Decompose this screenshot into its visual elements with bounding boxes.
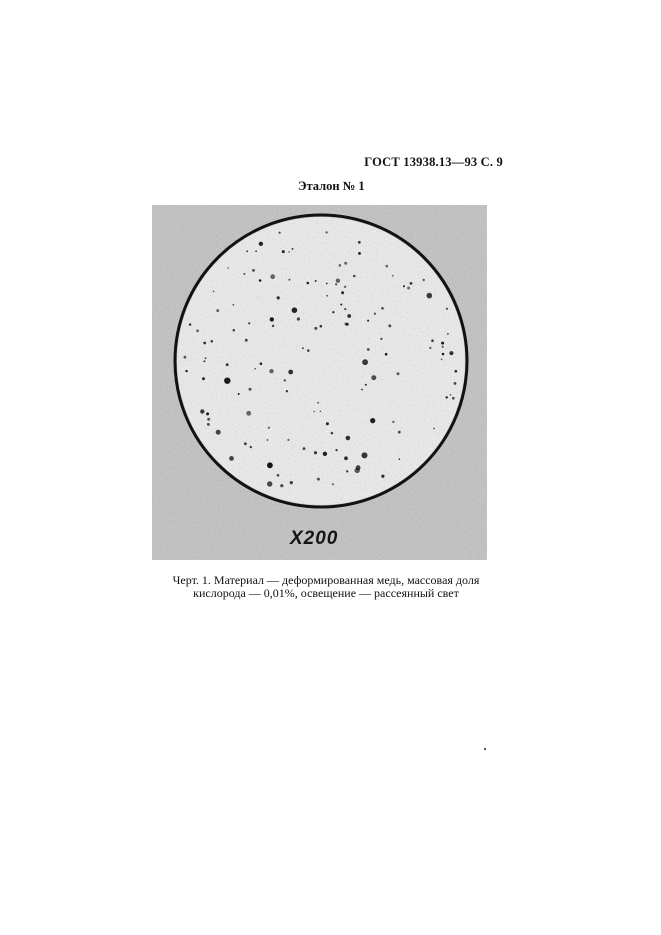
inclusion-dot: [227, 267, 229, 269]
inclusion-dot: [320, 325, 323, 328]
inclusion-dot: [398, 431, 401, 434]
inclusion-dot: [288, 370, 293, 375]
inclusion-dot: [288, 251, 290, 253]
inclusion-dot: [238, 393, 240, 395]
inclusion-dot: [344, 308, 346, 310]
inclusion-dot: [326, 283, 328, 285]
inclusion-dot: [347, 314, 351, 318]
inclusion-dot: [216, 309, 219, 312]
inclusion-dot: [441, 342, 444, 345]
inclusion-dot: [367, 348, 370, 351]
inclusion-dot: [332, 311, 334, 313]
inclusion-dot: [380, 338, 382, 340]
inclusion-dot: [370, 418, 375, 423]
scan-speck: [484, 748, 486, 750]
inclusion-dot: [358, 252, 361, 255]
plate-title: Эталон № 1: [298, 179, 365, 193]
inclusion-dot: [277, 474, 280, 477]
inclusion-dot: [280, 484, 283, 487]
inclusion-dot: [184, 356, 187, 359]
caption-line-1: Черт. 1. Материал — деформированная медь, массовая доля: [172, 573, 480, 587]
inclusion-dot: [367, 320, 369, 322]
inclusion-dot: [279, 232, 281, 234]
inclusion-dot: [455, 370, 458, 373]
inclusion-dot: [250, 446, 252, 448]
inclusion-dot: [346, 470, 348, 472]
inclusion-dot: [290, 481, 293, 484]
inclusion-dot: [259, 279, 262, 282]
inclusion-dot: [245, 339, 248, 342]
inclusion-dot: [259, 242, 263, 246]
inclusion-dot: [268, 427, 270, 429]
inclusion-dot: [292, 248, 294, 250]
inclusion-dot: [255, 250, 257, 252]
inclusion-dot: [325, 231, 327, 233]
inclusion-dot: [355, 468, 360, 473]
inclusion-dot: [336, 279, 340, 283]
inclusion-dot: [410, 282, 413, 285]
inclusion-dot: [249, 388, 252, 391]
inclusion-dot: [353, 275, 356, 278]
inclusion-dot: [341, 291, 344, 294]
inclusion-dot: [205, 357, 207, 359]
inclusion-dot: [252, 269, 255, 272]
inclusion-dot: [317, 402, 319, 404]
inclusion-dot: [450, 394, 452, 396]
inclusion-dot: [243, 273, 245, 275]
inclusion-dot: [447, 333, 449, 335]
inclusion-dot: [232, 304, 234, 306]
inclusion-dot: [374, 313, 376, 315]
inclusion-dot: [229, 456, 234, 461]
inclusion-dot: [433, 428, 435, 430]
caption-line-2: кислорода — 0,01%, освещение — рассеянный свет: [193, 586, 459, 600]
inclusion-dot: [292, 307, 298, 313]
inclusion-dot: [431, 339, 434, 342]
inclusion-dot: [189, 323, 191, 325]
inclusion-dot: [344, 456, 348, 460]
inclusion-dot: [272, 325, 274, 327]
inclusion-dot: [388, 324, 391, 327]
inclusion-dot: [270, 274, 275, 279]
inclusion-dot: [254, 368, 256, 370]
inclusion-dot: [427, 293, 433, 299]
inclusion-dot: [260, 362, 263, 365]
inclusion-dot: [371, 375, 376, 380]
inclusion-dot: [314, 451, 317, 454]
inclusion-dot: [213, 291, 215, 293]
inclusion-dot: [286, 390, 288, 392]
inclusion-dot: [423, 279, 425, 281]
inclusion-dot: [344, 262, 347, 265]
inclusion-dot: [381, 307, 384, 310]
inclusion-dot: [340, 304, 342, 306]
inclusion-dot: [313, 411, 315, 413]
inclusion-dot: [346, 323, 349, 326]
inclusion-dot: [303, 447, 306, 450]
inclusion-dot: [203, 360, 205, 362]
inclusion-dot: [317, 478, 320, 481]
inclusion-dot: [331, 432, 334, 435]
inclusion-dot: [346, 436, 351, 441]
inclusion-dot: [381, 475, 384, 478]
inclusion-dot: [267, 439, 269, 441]
inclusion-dot: [246, 250, 248, 252]
inclusion-dot: [267, 462, 273, 468]
figure-caption: [166, 574, 486, 600]
inclusion-dot: [386, 265, 389, 268]
inclusion-dot: [196, 329, 199, 332]
inclusion-dot: [284, 379, 286, 381]
inclusion-dot: [206, 412, 209, 415]
inclusion-dot: [302, 347, 304, 349]
inclusion-dot: [365, 384, 367, 386]
document-reference: ГОСТ 13938.13—93 С. 9: [364, 155, 503, 169]
inclusion-dot: [344, 286, 346, 288]
inclusion-dot: [362, 359, 368, 365]
inclusion-dot: [403, 285, 405, 287]
inclusion-dot: [442, 346, 444, 348]
inclusion-dot: [397, 372, 400, 375]
inclusion-dot: [362, 452, 368, 458]
inclusion-dot: [244, 442, 247, 445]
inclusion-dot: [315, 280, 317, 282]
inclusion-dot: [288, 279, 290, 281]
inclusion-dot: [282, 250, 285, 253]
inclusion-dot: [287, 439, 289, 441]
inclusion-dot: [224, 378, 230, 384]
inclusion-dot: [246, 411, 251, 416]
inclusion-dot: [200, 409, 204, 413]
micrograph-image: [152, 205, 487, 560]
inclusion-dot: [269, 369, 273, 373]
inclusion-dot: [392, 421, 394, 423]
inclusion-dot: [429, 347, 431, 349]
inclusion-dot: [233, 329, 236, 332]
inclusion-dot: [207, 423, 210, 426]
inclusion-dot: [226, 363, 229, 366]
inclusion-dot: [297, 317, 300, 320]
inclusion-dot: [267, 481, 272, 486]
inclusion-dot: [335, 283, 337, 285]
inclusion-dot: [207, 418, 210, 421]
inclusion-dot: [407, 287, 410, 290]
inclusion-dot: [216, 430, 221, 435]
inclusion-dot: [446, 308, 448, 310]
inclusion-dot: [326, 295, 328, 297]
magnification-label: X200: [290, 528, 339, 549]
inclusion-dot: [323, 452, 327, 456]
inclusion-dot: [307, 282, 310, 285]
inclusion-dot: [449, 351, 453, 355]
inclusion-dot: [314, 327, 317, 330]
inclusion-dot: [211, 340, 214, 343]
inclusion-dot: [385, 353, 388, 356]
inclusion-dot: [358, 241, 361, 244]
inclusion-dot: [454, 382, 457, 385]
inclusion-dot: [277, 296, 280, 299]
inclusion-dot: [326, 422, 329, 425]
inclusion-dot: [202, 377, 205, 380]
inclusion-dot: [339, 264, 342, 267]
inclusion-dot: [332, 483, 334, 485]
inclusion-dot: [203, 342, 206, 345]
inclusion-dot: [399, 458, 401, 460]
inclusion-dot: [185, 370, 187, 372]
inclusion-dot: [446, 396, 448, 398]
inclusion-dot: [361, 389, 363, 391]
inclusion-dot: [441, 359, 443, 361]
inclusion-dot: [248, 322, 250, 324]
inclusion-dot: [320, 411, 322, 413]
inclusion-dot: [442, 353, 445, 356]
inclusion-dot: [392, 275, 394, 277]
inclusion-dot: [307, 349, 310, 352]
inclusion-dot: [452, 397, 455, 400]
inclusion-dot: [270, 317, 274, 321]
inclusion-dot: [335, 449, 337, 451]
